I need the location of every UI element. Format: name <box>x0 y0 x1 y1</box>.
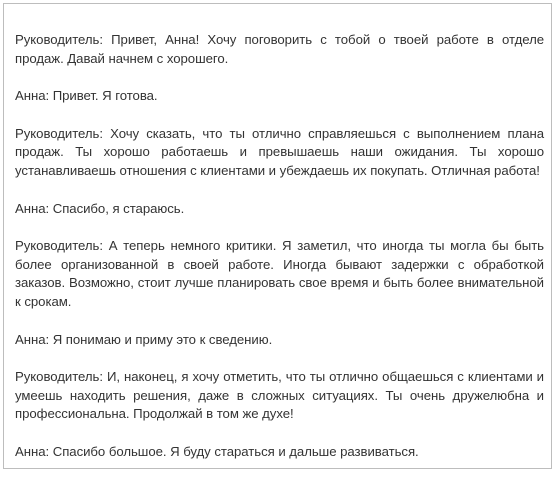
dialogue-line-manager: Руководитель: Хочу сказать, что ты отлично справляешься с выполнением плана продаж. Ты хорошо работаешь и превышаешь наши ожидания. Ты хорошо устанавливаешь отношения с клиентами и убеждаешь их покупать. Отличная работа! <box>15 125 544 178</box>
dialogue-line-manager: Руководитель: И, наконец, я хочу отметить, что ты отлично общаешься с клиентами и умеешь находить решения, даже в сложных ситуациях. Ты очень дружелюбна и профессиональна. Продолжай в том же духе! <box>15 369 544 422</box>
dialogue-line-manager: Руководитель: Привет, Анна! Хочу поговорить с тобой о твоей работе в отделе продаж. Давай начнем с хорошего. <box>15 32 544 66</box>
dialogue-line-manager: Руководитель: А теперь немного критики. Я заметил, что иногда ты могла бы быть более организованной в своей работе. Иногда бывают задержки с обработкой заказов. Возможно, стоит лучше планировать свое время и быть более внимательной к срокам. <box>15 238 544 309</box>
dialogue-line-anna: Анна: Спасибо большое. Я буду стараться и дальше развиваться. <box>15 443 419 459</box>
dialogue-line-anna: Анна: Я понимаю и приму это к сведению. <box>15 331 273 347</box>
dialogue-text <box>15 31 544 481</box>
document-frame <box>3 3 552 469</box>
dialogue-line-anna: Анна: Привет. Я готова. <box>15 88 158 104</box>
dialogue-line-anna: Анна: Спасибо, я стараюсь. <box>15 200 185 216</box>
